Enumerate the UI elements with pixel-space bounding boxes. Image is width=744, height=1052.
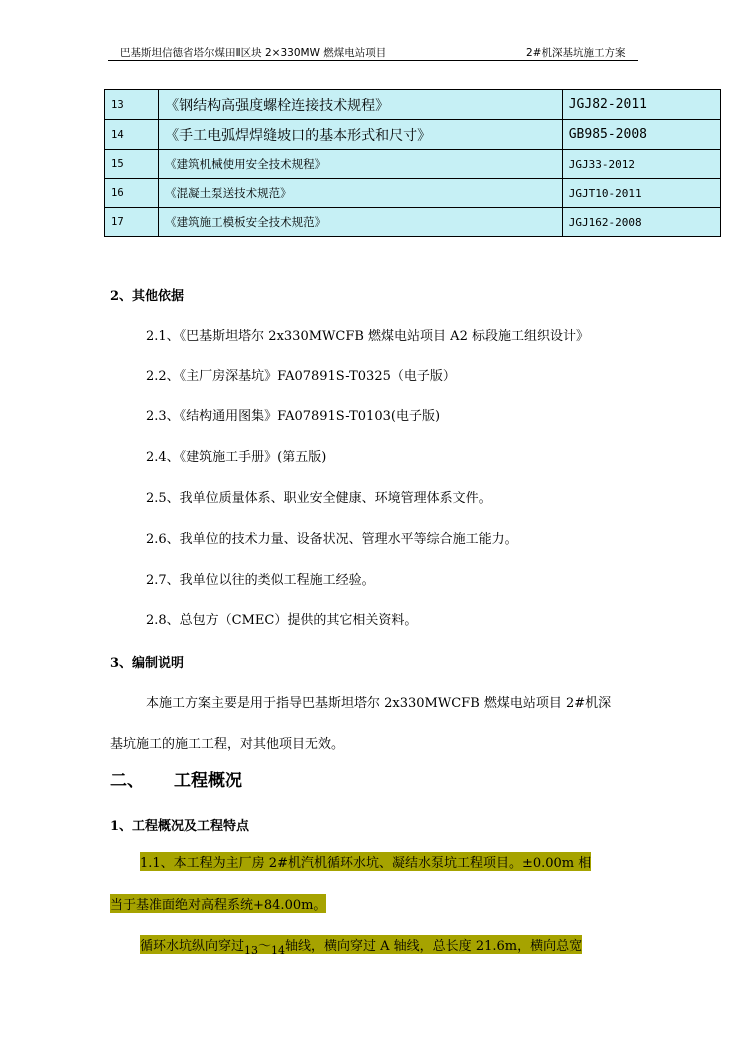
basis-item: 2.5、我单位质量体系、职业安全健康、环境管理体系文件。 — [146, 491, 492, 506]
reference-table — [104, 89, 721, 237]
basis-item: 2.3、《结构通用图集》FA07891S-T0103(电子版) — [146, 409, 441, 424]
row-number: 16 — [105, 179, 159, 208]
basis-item: 2.7、我单位以往的类似工程施工经验。 — [146, 573, 375, 588]
table-row — [105, 90, 721, 120]
row-number: 14 — [105, 120, 159, 150]
basis-item: 2.1、《巴基斯坦塔尔 2x330MWCFB 燃煤电站项目 A2 标段施工组织设计》 — [146, 329, 589, 344]
table-row — [105, 150, 721, 179]
page-header — [108, 40, 638, 60]
chapter-number: 二、 — [110, 771, 144, 791]
row-number: 15 — [105, 150, 159, 179]
standard-code: JGJT10-2011 — [562, 179, 720, 208]
overview-text: 循环水坑纵向穿过 — [140, 939, 245, 954]
basis-item: 2.4、《建筑施工手册》(第五版) — [146, 450, 327, 465]
table-row — [105, 208, 721, 237]
table-row — [105, 120, 721, 150]
header-project-title: 巴基斯坦信德省塔尔煤田Ⅱ区块 2×330MW 燃煤电站项目 — [120, 47, 387, 59]
header-document-title: 2#机深基坑施工方案 — [526, 47, 626, 59]
overview-paragraph-line: 当于基准面绝对高程系统+84.00m。 — [110, 894, 326, 913]
basis-item: 2.6、我单位的技术力量、设备状况、管理水平等综合施工能力。 — [146, 532, 518, 547]
overview-paragraph-line — [140, 935, 583, 957]
compile-notes-line: 本施工方案主要是用于指导巴基斯坦塔尔 2x330MWCFB 燃煤电站项目 2#机深 — [146, 696, 612, 711]
compile-notes-line: 基坑施工的施工工程，对其他项目无效。 — [110, 737, 345, 752]
standard-code: JGJ82-2011 — [562, 90, 720, 120]
chapter-heading — [110, 766, 242, 791]
standard-code: GB985-2008 — [562, 120, 720, 150]
standard-title: 《建筑机械使用安全技术规程》 — [159, 150, 563, 179]
row-number: 17 — [105, 208, 159, 237]
standard-code: JGJ162-2008 — [562, 208, 720, 237]
chapter-title: 工程概况 — [174, 771, 242, 791]
standard-title: 《钢结构高强度螺栓连接技术规程》 — [159, 90, 563, 120]
row-number: 13 — [105, 90, 159, 120]
overview-paragraph-line: 1.1、本工程为主厂房 2#机汽机循环水坑、凝结水泵坑工程项目。±0.00m 相 — [140, 852, 591, 871]
axis-number: 13 — [244, 944, 259, 957]
basis-item: 2.2、《主厂房深基坑》FA07891S-T0325（电子版） — [146, 369, 456, 384]
axis-number: 14 — [271, 944, 286, 957]
section-heading-other-basis: 2、其他依据 — [110, 289, 185, 304]
overview-text: 轴线，横向穿过 A 轴线，总长度 21.6m，横向总宽 — [285, 939, 583, 954]
standard-code: JGJ33-2012 — [562, 150, 720, 179]
basis-item: 2.8、总包方（CMEC）提供的其它相关资料。 — [146, 613, 418, 628]
tilde: ～ — [258, 939, 272, 954]
header-divider — [108, 60, 638, 61]
standard-title: 《手工电弧焊焊缝坡口的基本形式和尺寸》 — [159, 120, 563, 150]
standard-title: 《混凝土泵送技术规范》 — [159, 179, 563, 208]
section-heading-compile-notes: 3、编制说明 — [110, 656, 185, 671]
section-heading-overview: 1、工程概况及工程特点 — [110, 819, 250, 834]
standard-title: 《建筑施工模板安全技术规范》 — [159, 208, 563, 237]
table-row — [105, 179, 721, 208]
